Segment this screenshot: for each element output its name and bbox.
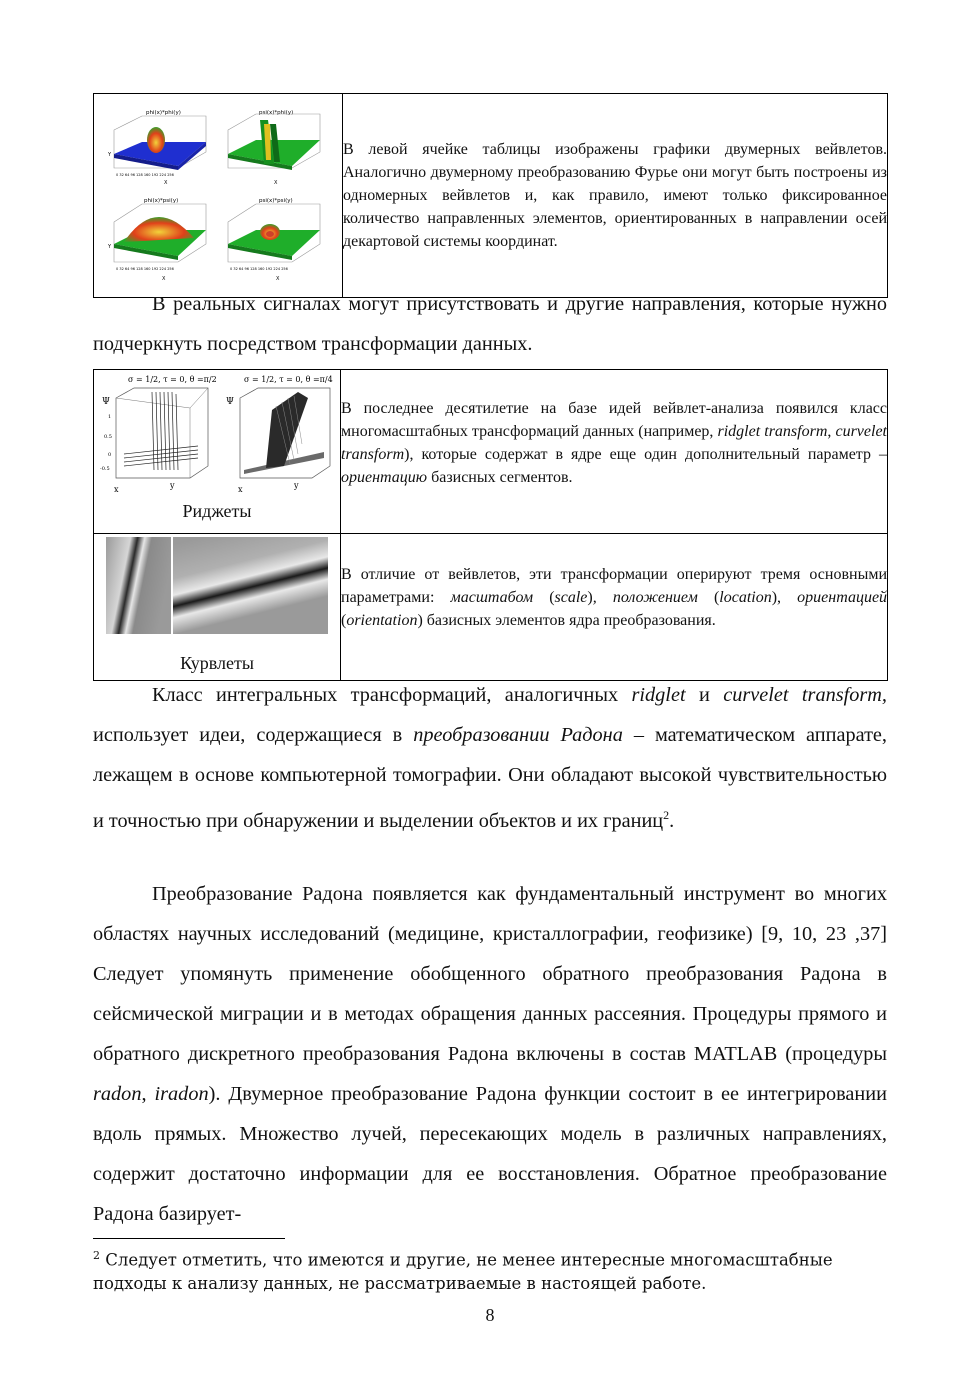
tick-z-05: 0.5 <box>104 434 112 440</box>
paragraph-1-text: В реальных сигналах могут присутствовать и другие направления, которые нужно подчеркнуть посредством трансформации данных. <box>93 293 887 355</box>
tick-z-m05: -0.5 <box>100 466 110 472</box>
plot-psi-phi <box>228 110 320 186</box>
wavelet-plots-cell <box>94 94 343 298</box>
wavelet-plots-figure <box>94 94 343 292</box>
axis-y-label: Y <box>108 152 112 158</box>
axis-x-label: X <box>276 276 280 282</box>
plot-title: phi(x)*psi(y) <box>144 198 179 204</box>
wavelet-description-text: В левой ячейке таблицы изображены графики двумерных вейвлетов. Аналогично двумерному преобразованию Фурье они могут быть построены из одномерных вейвлетов и, как правило, имеют только фиксированное количество направленных элементов, ориентированных в направлении осей декартовой системы координат. <box>343 141 887 250</box>
plot-psi-psi <box>228 198 320 282</box>
ridgelet-plot-1 <box>100 375 217 494</box>
axis-x-label: x <box>238 485 243 494</box>
page-number: 8 <box>485 1305 495 1325</box>
curvelet-image-2 <box>173 537 328 634</box>
axis-x-label: X <box>162 276 166 282</box>
ridgelet-figure <box>94 370 341 496</box>
curvelet-description-text: В отличие от вейвлетов, эти трансформации оперируют тремя основными параметрами: масштабом (scale), положением (location), ориентацией (orientation) базисных элементов ядра преобразования. <box>341 566 888 629</box>
curvelet-cell <box>94 534 341 681</box>
footnote-text: Следует отметить, что имеются и другие, не менее интересные многомасштабные подходы к анализу данных, не рассматриваемые в настоящей работе. <box>93 1250 833 1293</box>
curvelet-image-1 <box>106 537 171 634</box>
footnote-ref[interactable]: 2 <box>663 808 670 822</box>
axis-x-label: X <box>164 180 168 186</box>
ridgelet-caption: Риджеты <box>182 501 252 521</box>
ridgelet-cell <box>94 370 341 534</box>
ridgelet-description-text: В последнее десятилетие на базе идей вейвлет-анализа появился класс многомасштабных трансформаций данных (например, ridglet transform, curvelet transform), которые содержат в ядре еще один дополнительный параметр – ориентацию базисных сегментов. <box>341 400 887 486</box>
paragraph-1 <box>93 284 887 364</box>
tick-z-1: 1 <box>108 414 112 420</box>
tick-z-0: 0 <box>108 452 112 458</box>
axis-x-ticks: 0 32 64 96 128 160 192 224 256 <box>116 173 174 177</box>
axis-x-label: x <box>114 485 119 494</box>
plot-phi-psi <box>107 198 206 282</box>
wavelet-table <box>93 93 888 298</box>
axis-y-label: Y <box>108 244 112 250</box>
paragraph-2: Класс интегральных трансформаций, аналогичных ridglet и curvelet transform, использует идеи, содержащиеся в преобразовании Радона – математическом аппарате, лежащем в основе компьютерной томографии. Они обладают высокой чувствительностью и точностью при обнаружении и выделении объектов и их границ$^2$. <box>93 684 887 832</box>
axis-x-ticks: 0 32 64 96 128 160 192 224 256 <box>116 267 174 271</box>
ridgelet-plot-2 <box>226 375 333 494</box>
curvelet-figure <box>94 534 341 642</box>
wavelet-description <box>343 94 888 298</box>
ridgelet-plot-2-title: σ = 1/2, τ = 0, θ =π/4 <box>244 375 333 384</box>
footnote <box>93 1244 873 1295</box>
plot-title: psi(x)*phi(y) <box>259 110 294 116</box>
ridgelet-description <box>341 370 888 534</box>
footnote-mark: 2 <box>93 1249 100 1262</box>
axis-y-label: y <box>170 481 175 490</box>
axis-y-label: y <box>294 481 299 490</box>
axis-x-label: X <box>274 180 278 186</box>
axis-psi-label: Ψ <box>226 397 234 407</box>
plot-title: phi(x)*phi(y) <box>146 110 181 116</box>
paragraph-3: Преобразование Радона появляется как фундаментальный инструмент во многих областях научных исследований (медицине, кристаллографии, геофизике) [9, 10, 23 ,37] Следует упомянуть применение обобщенного обратного преобразования Радона в сейсмической миграции и в методах обращения данных рассеяния. Процедуры прямого и обратного дискретного преобразования Радона включены в состав MATLAB (процедуры radon, iradon). Двумерное преобразование Радона функции состоит в ее интегрировании вдоль прямых. Множество лучей, пересекающих модель в различных направлениях, содержит достаточно информации для ее восстановления. Обратное преобразование Радона базирует- <box>93 883 887 1225</box>
axis-x-ticks: 0 32 64 96 128 160 192 224 256 <box>230 267 288 271</box>
ridgelet-plot-1-title: σ = 1/2, τ = 0, θ =π/2 <box>128 375 217 384</box>
footnote-divider <box>93 1238 285 1239</box>
ridgelet-curvelet-table <box>93 369 888 681</box>
curvelet-description <box>341 534 888 681</box>
plot-title: psi(x)*psi(y) <box>259 198 293 204</box>
curvelet-caption: Курвлеты <box>180 653 254 673</box>
plot-phi-phi <box>107 110 206 186</box>
axis-psi-label: Ψ <box>102 397 110 407</box>
